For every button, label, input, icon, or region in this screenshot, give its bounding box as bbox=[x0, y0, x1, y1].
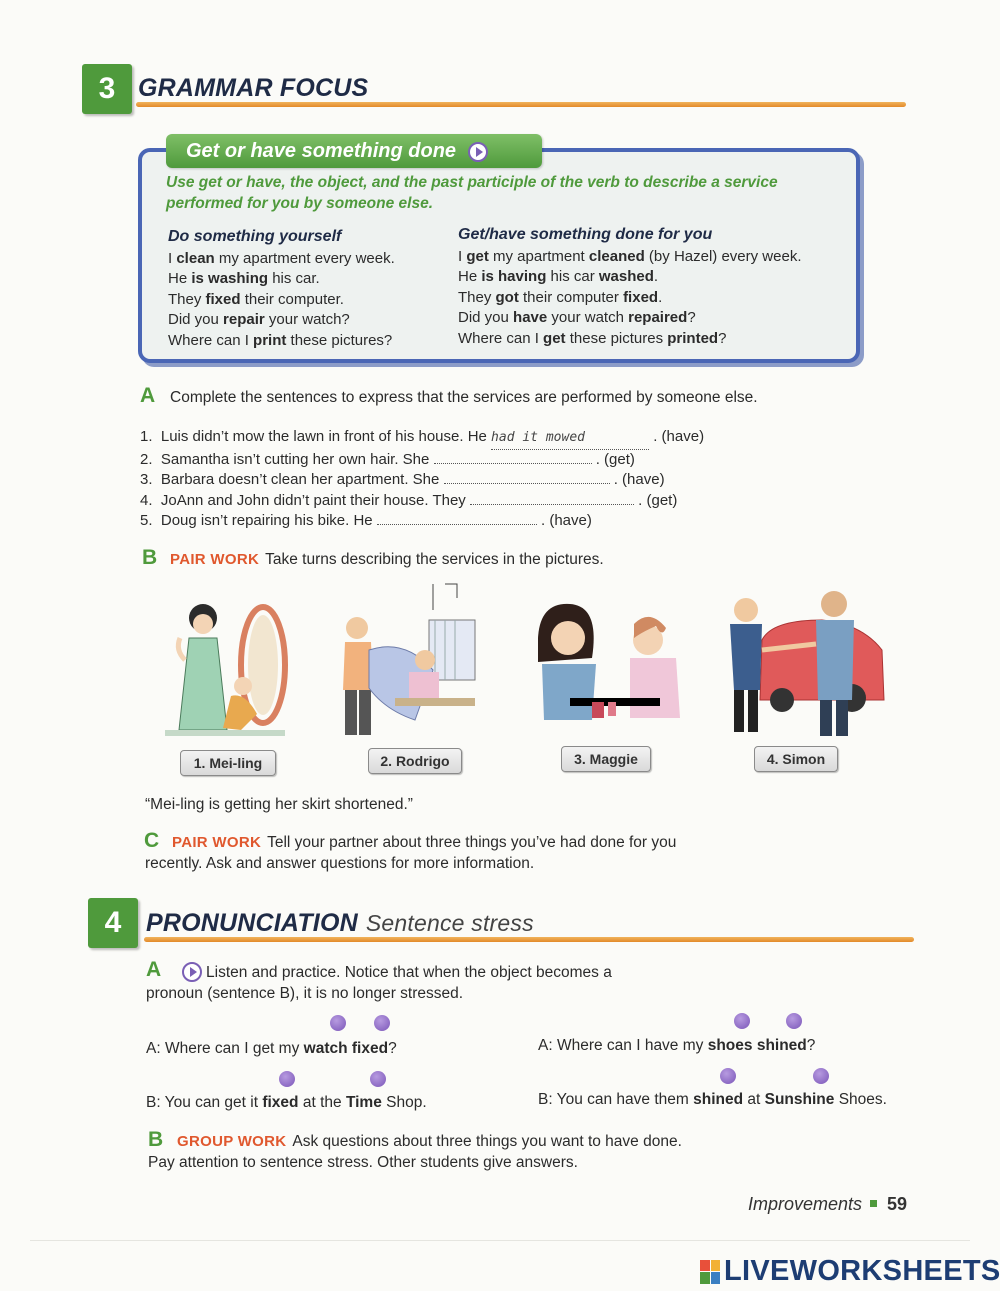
picture-caption: 4. Simon bbox=[754, 746, 838, 772]
exercise-item: 5. Doug isn’t repairing his bike. He . (have) bbox=[140, 512, 592, 530]
picture-mei-ling bbox=[145, 590, 305, 750]
grammar-left-column bbox=[168, 227, 448, 351]
stress-dot bbox=[374, 1015, 390, 1031]
section-subtitle: Sentence stress bbox=[365, 910, 534, 936]
picture-caption: 3. Maggie bbox=[561, 746, 651, 772]
section-rule bbox=[136, 102, 906, 107]
grammar-row: Did you have your watch repaired? bbox=[458, 309, 696, 326]
picture-caption: 2. Rodrigo bbox=[368, 748, 462, 774]
grammar-row: They got their computer fixed. bbox=[458, 288, 663, 306]
section-title: PRONUNCIATION Sentence stress bbox=[146, 909, 534, 937]
pron-sentence: A: Where can I have my shoes shined? bbox=[538, 1037, 816, 1054]
pron-b-line1: GROUP WORK Ask questions about three things you want to have done. bbox=[177, 1133, 682, 1150]
grammar-row: I get my apartment cleaned (by Hazel) every week. bbox=[458, 247, 802, 265]
grammar-box-title: Get or have something done bbox=[186, 140, 457, 162]
grammar-right-heading: Get/have something done for you bbox=[458, 226, 713, 243]
brand-logo[interactable] bbox=[700, 1255, 1000, 1288]
grammar-instruction: Use get or have, the object, and the past participle of the verb to describe a service performed for you by someone else. bbox=[166, 174, 778, 212]
section-title: GRAMMAR FOCUS bbox=[138, 74, 369, 102]
grammar-row: I clean my apartment every week. bbox=[168, 249, 395, 267]
picture-simon bbox=[712, 580, 887, 745]
exercise-item: 3. Barbara doesn’t clean her apartment. She . (have) bbox=[140, 471, 665, 489]
exercise-letter: C bbox=[144, 829, 160, 852]
answer-input[interactable] bbox=[444, 470, 610, 484]
exercise-c-line2: recently. Ask and answer questions for more information. bbox=[145, 855, 535, 872]
exercise-item: 1. Luis didn’t mow the lawn in front of his house. He had it mowed . (have) bbox=[140, 427, 704, 450]
footer-section: Improvements bbox=[748, 1194, 863, 1214]
grammar-box-tab bbox=[166, 134, 542, 168]
exercise-letter: A bbox=[146, 958, 162, 981]
exercise-letter: B bbox=[148, 1128, 164, 1151]
audio-play-icon[interactable] bbox=[182, 962, 202, 982]
exercise-letter: B bbox=[142, 546, 158, 569]
stress-dot bbox=[330, 1015, 346, 1031]
pair-work-label: PAIR WORK bbox=[170, 551, 260, 568]
picture-maggie bbox=[530, 598, 690, 743]
pron-a-line2: pronoun (sentence B), it is no longer stressed. bbox=[146, 985, 464, 1002]
exercise-instruction: Complete the sentences to express that the services are performed by someone else. bbox=[170, 389, 758, 406]
grammar-row: Where can I get these pictures printed? bbox=[458, 329, 727, 347]
divider bbox=[30, 1240, 970, 1241]
stress-dot bbox=[720, 1068, 736, 1084]
pron-sentence: B: You can have them shined at Sunshine Shoes. bbox=[538, 1091, 887, 1108]
stress-dot bbox=[786, 1013, 802, 1029]
exercise-a-items bbox=[140, 427, 704, 532]
brand-name: LIVEWORKSHEETS bbox=[724, 1255, 1000, 1287]
picture-caption: 1. Mei-ling bbox=[180, 750, 276, 776]
stress-dot bbox=[370, 1071, 386, 1087]
grammar-right-column bbox=[458, 225, 853, 349]
answer-input[interactable] bbox=[434, 450, 592, 464]
stress-dot bbox=[279, 1071, 295, 1087]
pron-b-line2: Pay attention to sentence stress. Other students give answers. bbox=[148, 1154, 578, 1171]
audio-play-icon[interactable] bbox=[468, 142, 488, 162]
brand-logo-icon bbox=[700, 1260, 720, 1284]
answer-input[interactable] bbox=[377, 511, 537, 525]
exercise-c-line1: PAIR WORK Tell your partner about three things you’ve had done for you bbox=[172, 834, 677, 851]
answer-input[interactable]: had it mowed bbox=[491, 428, 649, 450]
pron-sentence: A: Where can I get my watch fixed? bbox=[146, 1040, 397, 1057]
pron-sentence: B: You can get it fixed at the Time Shop. bbox=[146, 1094, 427, 1111]
exercise-item: 4. JoAnn and John didn’t paint their house. They . (get) bbox=[140, 491, 678, 509]
page-footer bbox=[748, 1194, 907, 1215]
pron-a-line1: Listen and practice. Notice that when the object becomes a bbox=[206, 964, 612, 981]
stress-dot bbox=[734, 1013, 750, 1029]
grammar-row: Did you repair your watch? bbox=[168, 311, 350, 328]
section-number-badge: 4 bbox=[88, 898, 138, 948]
section-rule bbox=[144, 937, 914, 942]
grammar-row: They fixed their computer. bbox=[168, 290, 344, 308]
exercise-letter: A bbox=[140, 384, 156, 407]
pair-work-label: PAIR WORK bbox=[172, 834, 262, 851]
example-sentence: “Mei-ling is getting her skirt shortened.” bbox=[145, 796, 413, 813]
grammar-row: He is washing his car. bbox=[168, 270, 320, 287]
grammar-left-heading: Do something yourself bbox=[168, 228, 342, 245]
group-work-label: GROUP WORK bbox=[177, 1133, 287, 1150]
grammar-row: Where can I print these pictures? bbox=[168, 331, 393, 349]
picture-rodrigo bbox=[325, 580, 485, 745]
exercise-item: 2. Samantha isn’t cutting her own hair. She . (get) bbox=[140, 450, 635, 468]
grammar-row: He is having his car washed. bbox=[458, 268, 659, 285]
answer-input[interactable] bbox=[470, 491, 634, 505]
exercise-b-instruction: PAIR WORK Take turns describing the services in the pictures. bbox=[170, 551, 604, 568]
stress-dot bbox=[813, 1068, 829, 1084]
section-number-badge: 3 bbox=[82, 64, 132, 114]
page-number: 59 bbox=[887, 1194, 908, 1214]
